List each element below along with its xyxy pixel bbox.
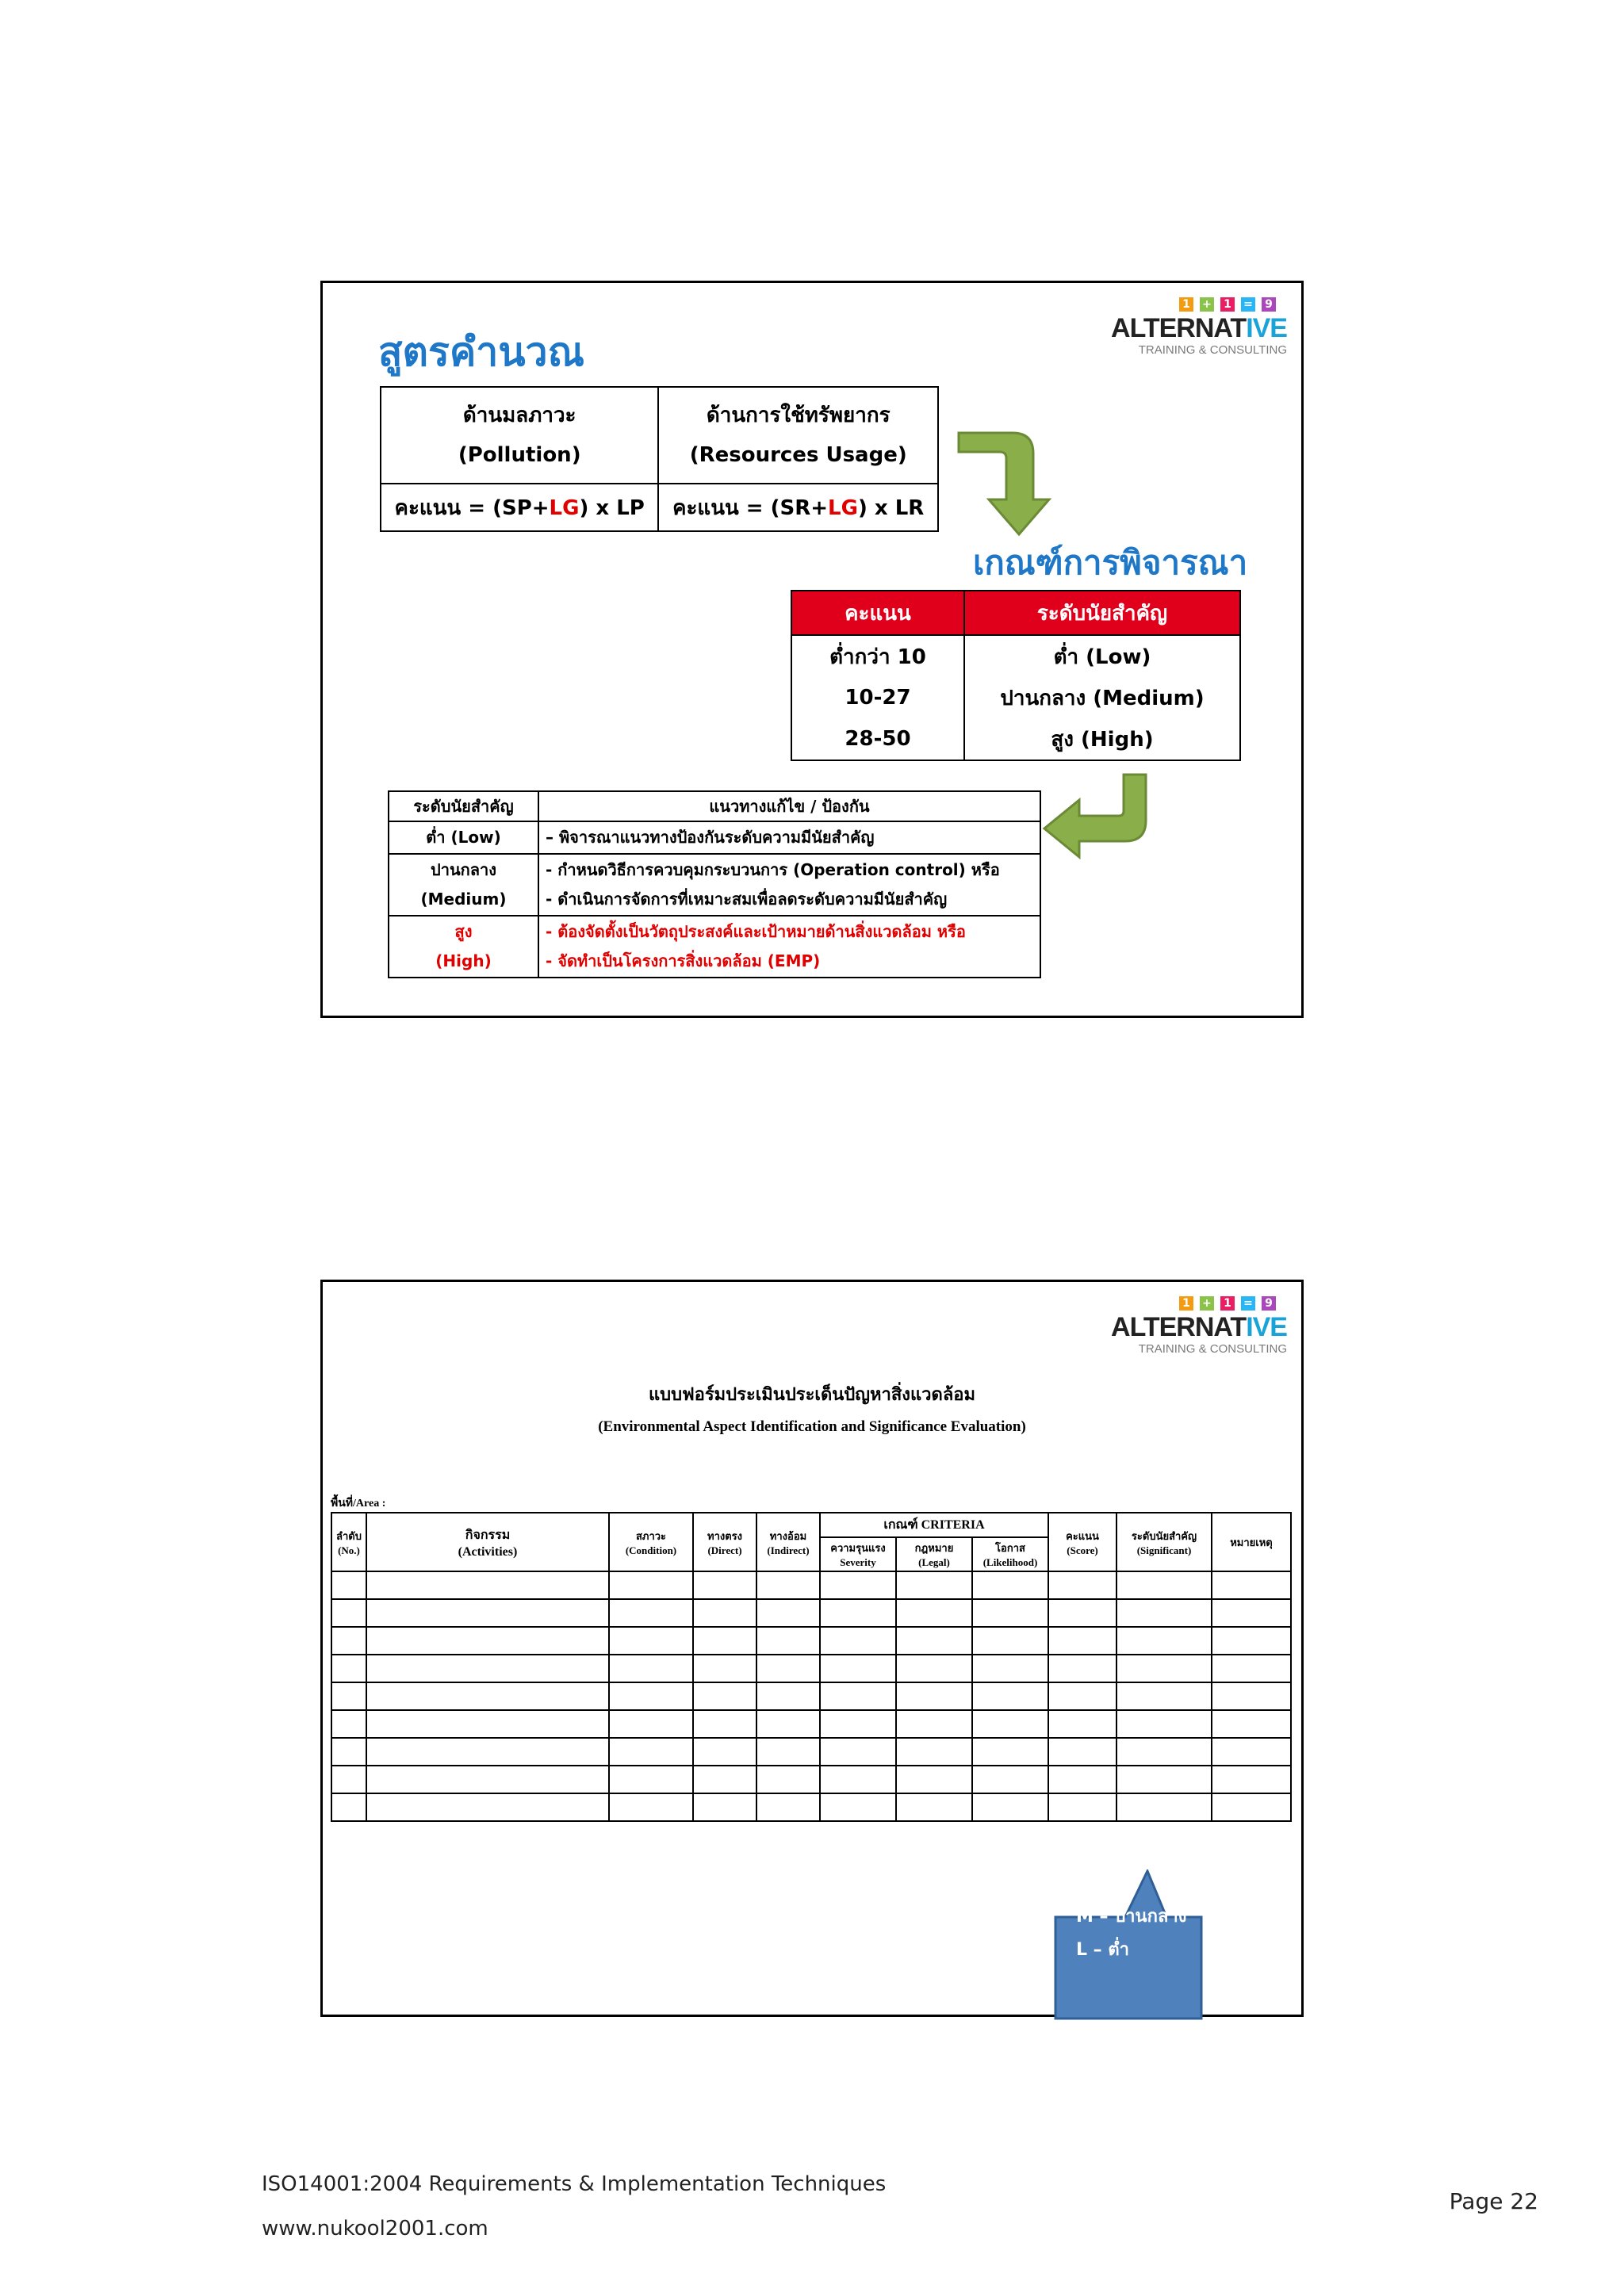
form-cell[interactable] (693, 1766, 756, 1793)
form-cell[interactable] (820, 1766, 896, 1793)
pollution-header: ด้านมลภาวะ (Pollution) (381, 387, 658, 484)
form-cell[interactable] (1048, 1766, 1116, 1793)
form-cell[interactable] (693, 1793, 756, 1821)
form-cell[interactable] (756, 1738, 820, 1766)
col-remark: หมายเหตุ (1212, 1513, 1291, 1571)
form-cell[interactable] (756, 1571, 820, 1599)
form-cell[interactable] (896, 1710, 972, 1738)
evaluation-form-table (331, 1512, 1292, 1822)
form-cell[interactable] (1212, 1766, 1291, 1793)
form-cell[interactable] (1116, 1599, 1212, 1627)
logo-square: 9 (1262, 1296, 1276, 1311)
form-cell[interactable] (1116, 1738, 1212, 1766)
form-cell[interactable] (366, 1599, 609, 1627)
formula-table (380, 386, 939, 532)
form-cell[interactable] (896, 1571, 972, 1599)
form-cell[interactable] (1116, 1710, 1212, 1738)
slide-calculation (320, 281, 1304, 1018)
form-cell[interactable] (693, 1738, 756, 1766)
form-cell[interactable] (609, 1599, 693, 1627)
form-row (331, 1599, 1291, 1627)
form-cell[interactable] (693, 1655, 756, 1682)
form-cell[interactable] (366, 1571, 609, 1599)
guide-header-level: ระดับนัยสำคัญ (389, 791, 538, 821)
form-cell[interactable] (1212, 1627, 1291, 1655)
form-cell[interactable] (609, 1571, 693, 1599)
criteria-header-score: คะแนน (791, 591, 964, 635)
form-cell[interactable] (609, 1627, 693, 1655)
form-cell[interactable] (366, 1710, 609, 1738)
col-legal: กฎหมาย (Legal) (896, 1537, 972, 1571)
col-criteria: เกณฑ์ CRITERIA (820, 1513, 1048, 1537)
form-cell[interactable] (896, 1766, 972, 1793)
form-cell[interactable] (609, 1766, 693, 1793)
form-cell[interactable] (756, 1599, 820, 1627)
form-cell[interactable] (609, 1682, 693, 1710)
guide-level-medium: ปานกลาง (Medium) (389, 854, 538, 916)
form-cell[interactable] (366, 1627, 609, 1655)
page-number: Page 22 (1449, 2188, 1538, 2214)
form-cell[interactable] (896, 1793, 972, 1821)
footer-title: ISO14001:2004 Requirements & Implementation Techniques (262, 2172, 887, 2196)
guide-action-low: – พิจารณาแนวทางป้องกันระดับความมีนัยสำคัญ (538, 821, 1040, 854)
logo-brand: ALTERNATIVE (1111, 313, 1287, 343)
form-cell[interactable] (1048, 1627, 1116, 1655)
form-cell[interactable] (820, 1682, 896, 1710)
form-cell[interactable] (1116, 1627, 1212, 1655)
logo (1111, 297, 1287, 362)
form-cell[interactable] (1212, 1599, 1291, 1627)
form-cell[interactable] (1048, 1738, 1116, 1766)
resources-formula: คะแนน = (SR+LG) x LR (658, 484, 938, 531)
form-cell[interactable] (972, 1766, 1048, 1793)
form-row (331, 1793, 1291, 1821)
form-cell[interactable] (896, 1599, 972, 1627)
form-cell[interactable] (896, 1655, 972, 1682)
logo-square: 1 (1220, 297, 1235, 312)
form-cell[interactable] (756, 1766, 820, 1793)
form-row (331, 1682, 1291, 1710)
footer-website[interactable]: www.nukool2001.com (262, 2217, 488, 2241)
form-cell[interactable] (1116, 1682, 1212, 1710)
form-cell[interactable] (1116, 1655, 1212, 1682)
form-cell[interactable] (820, 1710, 896, 1738)
col-likelihood: โอกาส (Likelihood) (972, 1537, 1048, 1571)
form-cell[interactable] (1116, 1571, 1212, 1599)
form-cell[interactable] (756, 1682, 820, 1710)
form-cell[interactable] (609, 1710, 693, 1738)
form-cell[interactable] (1048, 1599, 1116, 1627)
pollution-formula: คะแนน = (SP+LG) x LP (381, 484, 658, 531)
logo-square: = (1241, 1296, 1255, 1311)
logo-square: 9 (1262, 297, 1276, 312)
form-cell[interactable] (609, 1793, 693, 1821)
form-cell[interactable] (972, 1793, 1048, 1821)
form-cell[interactable] (820, 1793, 896, 1821)
arrow-down-icon (957, 430, 1052, 541)
form-cell[interactable] (1116, 1793, 1212, 1821)
form-cell[interactable] (756, 1793, 820, 1821)
criteria-level: ต่ำ (Low) (964, 635, 1240, 677)
form-cell[interactable] (1212, 1793, 1291, 1821)
form-cell[interactable] (1048, 1682, 1116, 1710)
form-cell[interactable] (693, 1710, 756, 1738)
area-label: พื้นที่/Area : (331, 1498, 386, 1510)
resources-header: ด้านการใช้ทรัพยากร (Resources Usage) (658, 387, 938, 484)
guide-action-medium: - กำหนดวิธีการควบคุมกระบวนการ (Operation control) หรือ - ดำเนินการจัดการที่เหมาะสมเพื่อลดระดับความมีนัยสำคัญ (538, 854, 1040, 916)
form-cell[interactable] (820, 1738, 896, 1766)
criteria-header-level: ระดับนัยสำคัญ (964, 591, 1240, 635)
form-cell[interactable] (693, 1627, 756, 1655)
col-condition: สภาวะ (Condition) (609, 1513, 693, 1571)
form-cell[interactable] (820, 1599, 896, 1627)
form-cell[interactable] (972, 1599, 1048, 1627)
form-cell[interactable] (366, 1655, 609, 1682)
form-cell[interactable] (756, 1710, 820, 1738)
form-cell[interactable] (1212, 1571, 1291, 1599)
form-cell[interactable] (1048, 1710, 1116, 1738)
form-cell[interactable] (1048, 1793, 1116, 1821)
guide-level-low: ต่ำ (Low) (389, 821, 538, 854)
form-cell[interactable] (609, 1655, 693, 1682)
logo-brand: ALTERNATIVE (1111, 1312, 1287, 1342)
form-row (331, 1738, 1291, 1766)
form-row (331, 1766, 1291, 1793)
guide-action-high: - ต้องจัดตั้งเป็นวัตถุประสงค์และเป้าหมายด้านสิ่งแวดล้อม หรือ - จัดทำเป็นโครงการสิ่งแวดล้อม (EMP) (538, 916, 1040, 978)
form-cell[interactable] (1212, 1738, 1291, 1766)
form-cell[interactable] (609, 1738, 693, 1766)
criteria-level: ปานกลาง (Medium) (964, 677, 1240, 718)
logo-square: + (1200, 1296, 1214, 1311)
form-cell[interactable] (331, 1571, 366, 1599)
form-cell[interactable] (972, 1738, 1048, 1766)
logo-square: = (1241, 297, 1255, 312)
form-cell[interactable] (756, 1627, 820, 1655)
form-cell[interactable] (756, 1655, 820, 1682)
form-cell[interactable] (972, 1710, 1048, 1738)
form-cell[interactable] (331, 1682, 366, 1710)
form-cell[interactable] (820, 1655, 896, 1682)
form-cell[interactable] (366, 1682, 609, 1710)
form-cell[interactable] (331, 1766, 366, 1793)
col-significant: ระดับนัยสำคัญ (Significant) (1116, 1513, 1212, 1571)
col-indirect: ทางอ้อม (Indirect) (756, 1513, 820, 1571)
form-row (331, 1710, 1291, 1738)
criteria-level: สูง (High) (964, 718, 1240, 760)
logo-subtitle: TRAINING & CONSULTING (1138, 343, 1287, 357)
logo-square: 1 (1179, 297, 1193, 312)
form-cell[interactable] (972, 1655, 1048, 1682)
form-cell[interactable] (331, 1738, 366, 1766)
form-cell[interactable] (1212, 1682, 1291, 1710)
form-row (331, 1627, 1291, 1655)
guide-header-action: แนวทางแก้ไข / ป้องกัน (538, 791, 1040, 821)
form-cell[interactable] (366, 1766, 609, 1793)
slide-title: สูตรคำนวณ (378, 329, 585, 375)
logo-square: 1 (1179, 1296, 1193, 1311)
criteria-score: ต่ำกว่า 10 (791, 635, 964, 677)
form-cell[interactable] (366, 1793, 609, 1821)
logo-subtitle: TRAINING & CONSULTING (1138, 1342, 1287, 1356)
form-cell[interactable] (1116, 1766, 1212, 1793)
form-cell[interactable] (1048, 1655, 1116, 1682)
logo-square: + (1200, 297, 1214, 312)
slide-evaluation-form (320, 1280, 1304, 2017)
criteria-score: 10-27 (791, 677, 964, 718)
form-cell[interactable] (331, 1710, 366, 1738)
form-cell[interactable] (820, 1571, 896, 1599)
col-activities: กิจกรรม (Activities) (366, 1513, 609, 1571)
arrow-left-icon (1041, 773, 1160, 860)
form-cell[interactable] (331, 1655, 366, 1682)
form-title-en: (Environmental Aspect Identification and Significance Evaluation) (598, 1418, 1026, 1435)
form-cell[interactable] (366, 1738, 609, 1766)
form-row (331, 1571, 1291, 1599)
criteria-table (791, 590, 1241, 761)
form-cell[interactable] (1212, 1655, 1291, 1682)
form-cell[interactable] (896, 1738, 972, 1766)
form-cell[interactable] (693, 1682, 756, 1710)
form-cell[interactable] (693, 1599, 756, 1627)
significance-legend: H – สูง M – ปานกลาง L – ต่ำ (1076, 1873, 1187, 1960)
col-severity: ความรุนแรง Severity (820, 1537, 896, 1571)
logo-square: 1 (1220, 1296, 1235, 1311)
form-cell[interactable] (820, 1627, 896, 1655)
form-cell[interactable] (896, 1627, 972, 1655)
form-cell[interactable] (1048, 1571, 1116, 1599)
col-score: คะแนน (Score) (1048, 1513, 1116, 1571)
form-row (331, 1655, 1291, 1682)
guide-table (388, 790, 1041, 978)
form-cell[interactable] (972, 1682, 1048, 1710)
form-cell[interactable] (693, 1571, 756, 1599)
form-cell[interactable] (896, 1682, 972, 1710)
form-cell[interactable] (1212, 1710, 1291, 1738)
guide-level-high: สูง (High) (389, 916, 538, 978)
form-cell[interactable] (972, 1571, 1048, 1599)
criteria-title: เกณฑ์การพิจารณา (973, 543, 1248, 582)
form-cell[interactable] (972, 1627, 1048, 1655)
col-no: ลำดับ (No.) (331, 1513, 366, 1571)
col-direct: ทางตรง (Direct) (693, 1513, 756, 1571)
form-cell[interactable] (331, 1599, 366, 1627)
form-cell[interactable] (331, 1793, 366, 1821)
form-cell[interactable] (331, 1627, 366, 1655)
form-title-th: แบบฟอร์มประเมินประเด็นปัญหาสิ่งแวดล้อม (648, 1384, 976, 1404)
criteria-score: 28-50 (791, 718, 964, 760)
logo (1111, 1296, 1287, 1361)
